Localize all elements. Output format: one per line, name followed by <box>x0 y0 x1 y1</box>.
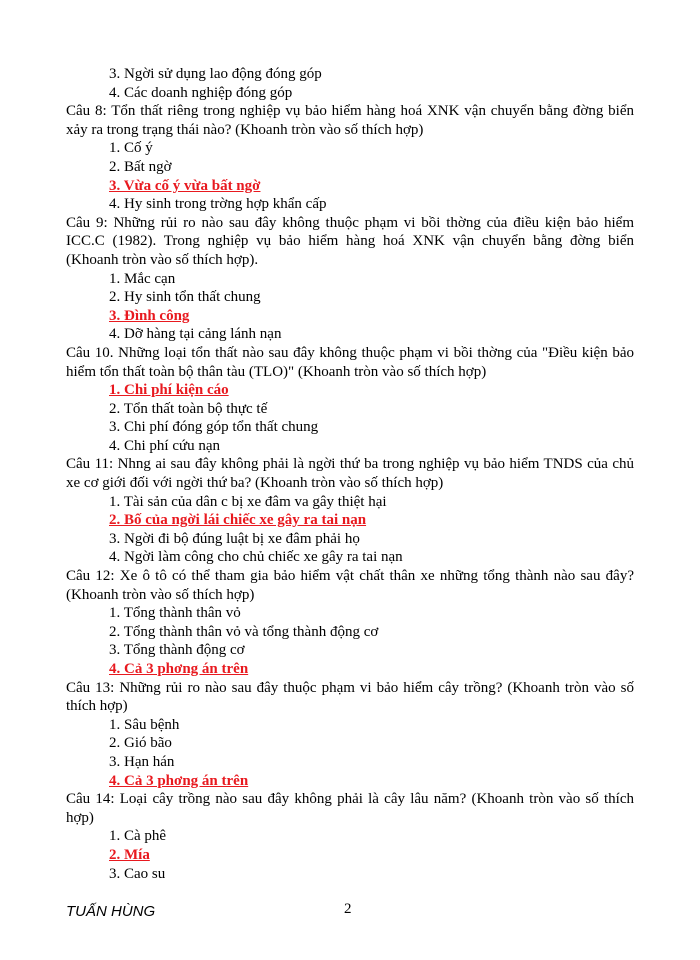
answer-option-correct: 4. Cả 3 phơng án trên <box>109 772 249 789</box>
document-body <box>66 65 634 883</box>
answer-option-correct: 4. Cả 3 phơng án trên <box>109 661 249 677</box>
question-text: Câu 9: Những rủi ro nào sau đây không thuộc phạm vi bồi thờng của điều kiện bảo hiểm ICC.C (1982). Trong nghiệp vụ bảo hiểm hàng hoá XNK vận chuyển bằng đờng biển (Khoanh tròn vào số thích hợp). <box>66 214 634 268</box>
answer-option: 2. Hy sinh tổn thất chung <box>109 289 261 306</box>
answer-option-correct: 2. Bố của ngời lái chiếc xe gây ra tai nạn <box>109 512 367 529</box>
answer-option: 3. Ngời sử dụng lao động đóng góp <box>109 66 322 82</box>
answer-option-correct: 3. Vừa cố ý vừa bất ngờ <box>109 177 261 194</box>
question-text: Câu 8: Tổn thất riêng trong nghiệp vụ bảo hiểm hàng hoá XNK vận chuyển bằng đờng biển xảy ra trong trạng thái nào? (Khoanh tròn vào số thích hợp) <box>66 103 634 138</box>
answer-option: 1. Cố ý <box>109 140 153 157</box>
answer-option: 3. Chi phí đóng góp tổn thất chung <box>109 419 319 436</box>
answer-option: 4. Các doanh nghiệp đóng góp <box>109 84 293 101</box>
page-number: 2 <box>344 901 352 917</box>
answer-option: 3. Cao su <box>109 865 166 882</box>
answer-option: 4. Ngời làm công cho chủ chiếc xe gây ra tai nạn <box>109 549 403 566</box>
answer-option: 3. Tổng thành động cơ <box>109 642 245 659</box>
answer-option: 1. Tài sản của dân c bị xe đâm va gây thiệt hại <box>109 493 387 510</box>
answer-option: 2. Tổn thất toàn bộ thực tế <box>109 400 268 417</box>
answer-option: 2. Bất ngờ <box>109 158 172 175</box>
question-text: Câu 12: Xe ô tô có thể tham gia bảo hiểm vật chất thân xe những tổng thành nào sau đây? (Khoanh tròn vào số thích hợp) <box>66 568 634 603</box>
question-text: Câu 14: Loại cây trồng nào sau đây không phải là cây lâu năm? (Khoanh tròn vào số thích hợp) <box>66 791 634 826</box>
answer-option: 2. Gió bão <box>109 735 172 752</box>
answer-option-correct: 3. Đình công <box>109 307 190 324</box>
answer-option: 4. Chi phí cứu nạn <box>109 437 221 454</box>
answer-option: 2. Tổng thành thân vỏ và tổng thành động cơ <box>109 623 379 640</box>
answer-option: 1. Mắc cạn <box>109 270 176 287</box>
question-text: Câu 11: Nhng ai sau đây không phải là ngời thứ ba trong nghiệp vụ bảo hiểm TNDS của chủ xe cơ giới đối với ngời thứ ba? (Khoanh tròn vào số thích hợp) <box>66 456 634 492</box>
answer-option-correct: 1. Chi phí kiện cáo <box>109 382 229 399</box>
answer-option: 4. Dỡ hàng tại cảng lánh nạn <box>109 326 282 343</box>
answer-option: 4. Hy sinh trong trờng hợp khẩn cấp <box>109 196 327 213</box>
question-text: Câu 13: Những rủi ro nào sau đây thuộc phạm vi bảo hiểm cây trồng? (Khoanh tròn vào số thích hợp) <box>66 679 634 715</box>
answer-option: 3. Hạn hán <box>109 753 175 770</box>
answer-option-correct: 2. Mía <box>109 846 150 863</box>
question-text: Câu 10. Những loại tổn thất nào sau đây không thuộc phạm vi bồi thờng của "Điều kiện bảo hiểm tổn thất toàn bộ thân tàu (TLO)" (Khoanh tròn vào số thích hợp) <box>66 344 634 380</box>
footer-author: TUẤN HÙNG <box>66 903 156 920</box>
answer-option: 1. Sâu bệnh <box>109 716 180 733</box>
answer-option: 3. Ngời đi bộ đúng luật bị xe đâm phải họ <box>109 530 360 547</box>
answer-option: 1. Tổng thành thân vỏ <box>109 605 241 622</box>
answer-option: 1. Cà phê <box>109 828 167 845</box>
